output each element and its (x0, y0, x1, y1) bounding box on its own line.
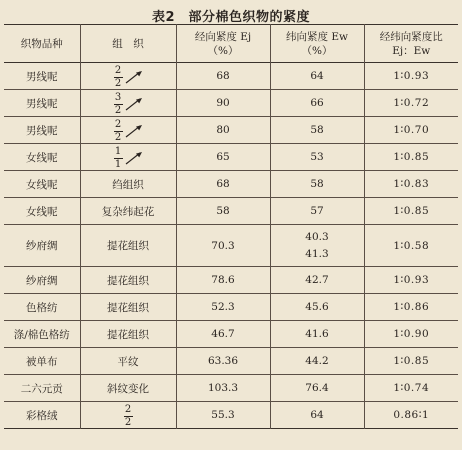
warp-tightness-cell: 63.36 (176, 348, 270, 375)
warp-tightness-cell: 70.3 (176, 225, 270, 267)
warp-tightness-cell: 78.6 (176, 267, 270, 294)
fraction-numerator: 2 (114, 64, 122, 76)
variety-cell: 涤/棉色格纺 (13, 328, 70, 341)
twill-direction-arrow-icon (125, 97, 143, 111)
table-row (4, 402, 458, 429)
header-warp-label: 经向紧度 Ej (194, 30, 252, 43)
weave-cell: 斜纹变化 (80, 375, 176, 402)
weft-tightness-cell: 57 (270, 198, 364, 225)
variety-cell: 男线呢 (26, 97, 58, 110)
table-row (4, 267, 458, 294)
fraction-denominator: 2 (114, 77, 122, 89)
weave-cell (80, 402, 176, 429)
twill-direction-arrow-icon (125, 124, 143, 138)
warp-tightness-cell: 103.3 (176, 375, 270, 402)
weave-fraction (114, 93, 123, 116)
weave-cell (80, 90, 176, 117)
header-weave: 组 织 (80, 25, 176, 63)
table-row (4, 171, 458, 198)
weft-tightness-cell: 42.7 (270, 267, 364, 294)
header-variety: 织物品种 (20, 37, 63, 50)
weft-tightness-cell: 64 (270, 402, 364, 429)
header-ratio-formula: Ej：Ew (392, 44, 431, 57)
table-row (4, 321, 458, 348)
weave-fraction (114, 147, 123, 170)
table-row (4, 90, 458, 117)
header-ratio-label: 经纬向紧度比 (379, 30, 443, 43)
header-weft-label: 纬向紧度 Ew (286, 30, 348, 43)
variety-cell: 女线呢 (26, 205, 58, 218)
weft-tightness-cell: 64 (270, 63, 364, 90)
variety-cell: 男线呢 (26, 124, 58, 137)
weft-tightness-cell: 44.2 (270, 348, 364, 375)
warp-tightness-cell: 80 (176, 117, 270, 144)
weave-cell: 提花组织 (80, 294, 176, 321)
weft-tightness-cell: 41.6 (270, 321, 364, 348)
tightness-ratio-cell: 1∶0.85 (364, 198, 458, 225)
warp-tightness-cell: 68 (176, 171, 270, 198)
twill-weave-notation (114, 120, 143, 143)
weft-value: 41.3 (305, 247, 329, 260)
warp-tightness-cell: 65 (176, 144, 270, 171)
warp-tightness-cell: 46.7 (176, 321, 270, 348)
table-row (4, 294, 458, 321)
header-warp-tightness (176, 25, 270, 63)
table-row (4, 225, 458, 267)
table-row (4, 63, 458, 90)
tightness-ratio-cell: 1∶0.58 (364, 225, 458, 267)
warp-tightness-cell: 55.3 (176, 402, 270, 429)
warp-tightness-cell: 58 (176, 198, 270, 225)
table-title: 表2 部分棉色织物的紧度 (151, 10, 311, 25)
tightness-ratio-cell: 1∶0.85 (364, 348, 458, 375)
weft-values-stack (273, 229, 362, 263)
fraction-denominator: 2 (114, 131, 122, 143)
tightness-ratio-cell: 1∶0.72 (364, 90, 458, 117)
variety-cell: 女线呢 (26, 178, 58, 191)
weft-tightness-cell: 45.6 (270, 294, 364, 321)
weave-cell (80, 63, 176, 90)
warp-tightness-cell: 90 (176, 90, 270, 117)
fraction-numerator: 2 (114, 118, 122, 130)
warp-tightness-cell: 52.3 (176, 294, 270, 321)
table-row (4, 117, 458, 144)
twill-direction-arrow-icon (125, 151, 143, 165)
weave-cell: 平纹 (80, 348, 176, 375)
table-row (4, 144, 458, 171)
weft-tightness-cell (270, 225, 364, 267)
variety-cell: 纱府绸 (26, 274, 58, 287)
weft-tightness-cell: 58 (270, 171, 364, 198)
tightness-ratio-cell: 1∶0.85 (364, 144, 458, 171)
tightness-ratio-cell: 1∶0.90 (364, 321, 458, 348)
variety-cell: 纱府绸 (26, 240, 58, 252)
weave-cell (80, 117, 176, 144)
weft-value: 40.3 (305, 230, 329, 243)
fraction-denominator: 1 (114, 158, 122, 170)
weave-cell: 复杂纬起花 (80, 198, 176, 225)
tightness-ratio-cell: 1∶0.93 (364, 267, 458, 294)
weave-cell: 提花组织 (80, 225, 176, 267)
weave-cell: 提花组织 (80, 267, 176, 294)
tightness-ratio-cell: 1∶0.86 (364, 294, 458, 321)
weft-tightness-cell: 66 (270, 90, 364, 117)
table-row (4, 375, 458, 402)
fabric-tightness-table (4, 24, 458, 429)
header-row (4, 25, 458, 63)
variety-cell: 彩格绒 (26, 409, 58, 422)
twill-direction-arrow-icon (125, 70, 143, 84)
fraction-numerator: 1 (114, 145, 122, 157)
fraction-numerator: 3 (114, 91, 122, 103)
table-row (4, 348, 458, 375)
variety-cell: 被单布 (26, 355, 58, 368)
fraction-denominator: 2 (114, 104, 122, 116)
warp-tightness-cell: 68 (176, 63, 270, 90)
variety-cell: 色格纺 (26, 301, 58, 314)
weave-fraction-notation (124, 405, 133, 428)
fraction-numerator: 2 (124, 403, 132, 415)
weft-tightness-cell: 53 (270, 144, 364, 171)
twill-weave-notation (114, 147, 143, 170)
weave-fraction (124, 405, 133, 428)
header-warp-unit: （%） (207, 44, 239, 57)
twill-weave-notation (114, 66, 143, 89)
fraction-denominator: 2 (124, 416, 132, 428)
tightness-ratio-cell: 1∶0.70 (364, 117, 458, 144)
weft-tightness-cell: 58 (270, 117, 364, 144)
header-ratio (364, 25, 458, 63)
weft-tightness-cell: 76.4 (270, 375, 364, 402)
tightness-ratio-cell: 1∶0.83 (364, 171, 458, 198)
header-weft-unit: （%） (301, 44, 333, 57)
twill-weave-notation (114, 93, 143, 116)
header-weft-tightness (270, 25, 364, 63)
tightness-ratio-cell: 1∶0.93 (364, 63, 458, 90)
tightness-ratio-cell: 1∶0.74 (364, 375, 458, 402)
weave-fraction (114, 66, 123, 89)
tightness-ratio-cell: 0.86∶1 (364, 402, 458, 429)
variety-cell: 二六元贡 (20, 382, 63, 395)
weave-cell: 提花组织 (80, 321, 176, 348)
variety-cell: 女线呢 (26, 151, 58, 164)
variety-cell: 男线呢 (26, 70, 58, 83)
weave-fraction (114, 120, 123, 143)
weave-cell: 绉组织 (80, 171, 176, 198)
table-row (4, 198, 458, 225)
weave-cell (80, 144, 176, 171)
